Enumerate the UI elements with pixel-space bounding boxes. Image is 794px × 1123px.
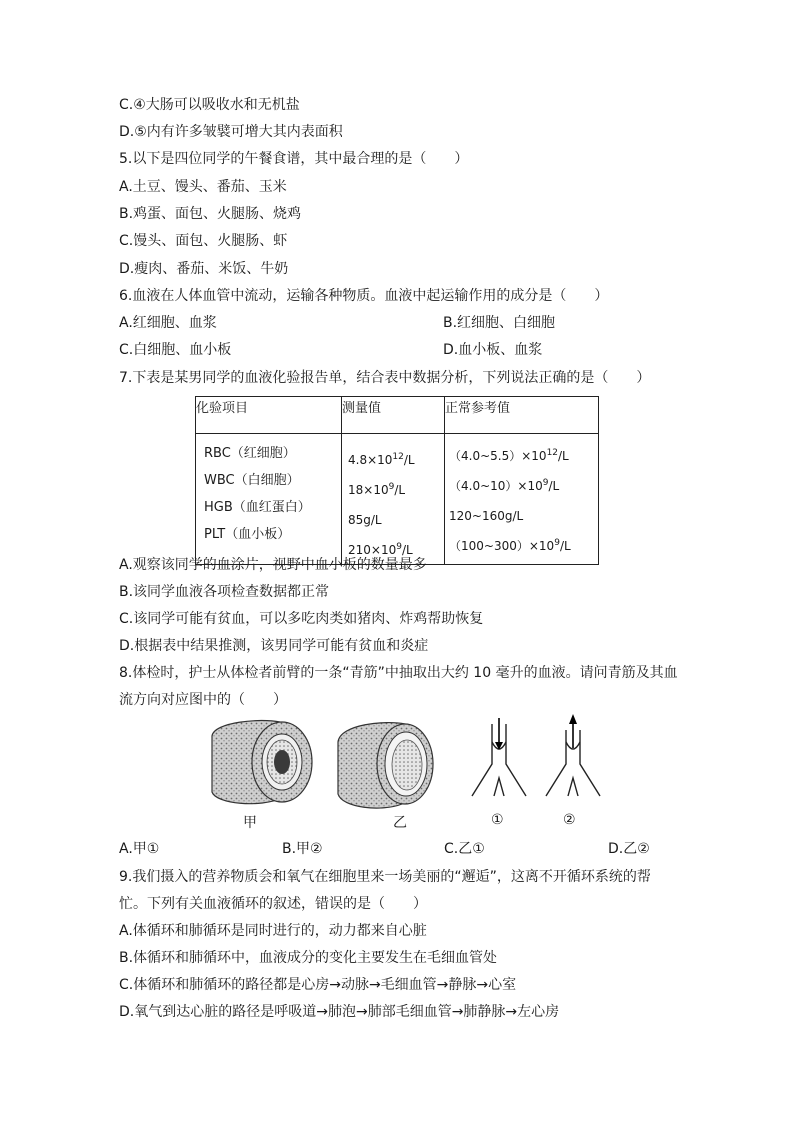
measured-value: 85g/L <box>348 513 382 527</box>
question-5: 5.以下是四位同学的午餐食谱，其中最合理的是（ ） <box>119 151 469 167</box>
option-c-q4: C.④大肠可以吸收水和无机盐 <box>119 97 300 113</box>
figure-label-jia: 甲 <box>243 815 257 831</box>
option-c-q7: C.该同学可能有贫血，可以多吃肉类如猪肉、炸鸡帮助恢复 <box>119 611 484 627</box>
measured-value: $210\times 10^9/L$ <box>348 542 413 557</box>
table-item: RBC（红细胞） <box>204 446 296 461</box>
option-a-q9: A.体循环和肺循环是同时进行的，动力都来自心脏 <box>119 923 427 939</box>
table-header-reference: 正常参考值 <box>445 397 599 434</box>
measured-value: $4.8\times 10^{12}/L$ <box>348 452 415 467</box>
option-d-q5: D.瘦肉、番茄、米饭、牛奶 <box>119 261 289 277</box>
table-reference-cell <box>445 434 599 565</box>
question-8-line1: 8.体检时，护士从体检者前臂的一条“青筋”中抽取出大约 10 毫升的血液。请问青筋及其血 <box>119 665 678 681</box>
figure-label-1: ① <box>491 812 504 828</box>
option-b-q5: B.鸡蛋、面包、火腿肠、烧鸡 <box>119 206 302 222</box>
figure-label-yi: 乙 <box>393 815 407 831</box>
option-c-q9: C.体循环和肺循环的路径都是心房→动脉→毛细血管→静脉→心室 <box>119 977 517 993</box>
reference-value: 120~160g/L <box>449 509 524 523</box>
option-a-q8: A.甲① <box>119 841 160 857</box>
thin-vessel-diagram <box>338 723 433 808</box>
table-items-cell <box>196 434 342 565</box>
option-b-q6: B.红细胞、白细胞 <box>443 315 556 331</box>
question-7: 7.下表是某男同学的血液化验报告单，结合表中数据分析，下列说法正确的是（ ） <box>119 370 651 386</box>
table-header-measured: 测量值 <box>342 397 445 434</box>
question-9-line2: 忙。下列有关血液循环的叙述，错误的是（ ） <box>119 896 427 912</box>
blood-test-table <box>195 396 599 565</box>
table-item: HGB（血红蛋白） <box>204 500 311 515</box>
option-a-q6: A.红细胞、血浆 <box>119 315 217 331</box>
option-d-q7: D.根据表中结果推测，该男同学可能有贫血和炎症 <box>119 638 429 654</box>
reference-value: $(4.0\sim 10)\times 10^9/L$ <box>449 478 560 493</box>
table-item: PLT（血小板） <box>204 527 291 542</box>
arrow-down-icon <box>495 718 503 750</box>
question-8-line2: 流方向对应图中的（ ） <box>119 692 287 708</box>
measured-value: $18\times 10^9/L$ <box>348 482 406 497</box>
table-item: WBC（白细胞） <box>204 473 300 488</box>
arrow-up-icon <box>569 714 577 748</box>
question-6: 6.血液在人体血管中流动，运输各种物质。血液中起运输作用的成分是（ ） <box>119 288 609 304</box>
option-d-q4: D.⑤内有许多皱襞可增大其内表面积 <box>119 124 343 140</box>
reference-value: $(100\sim 300)\times 10^9/L$ <box>449 538 571 553</box>
option-d-q9: D.氧气到达心脏的路径是呼吸道→肺泡→肺部毛细血管→肺静脉→左心房 <box>119 1004 560 1020</box>
option-b-q7: B.该同学血液各项检查数据都正常 <box>119 584 330 600</box>
option-c-q6: C.白细胞、血小板 <box>119 342 232 358</box>
reference-value: $(4.0\sim 5.5)\times 10^{12}/L$ <box>449 448 569 463</box>
option-c-q5: C.馒头、面包、火腿肠、虾 <box>119 233 288 249</box>
table-measured-cell <box>342 434 445 565</box>
option-b-q8: B.甲② <box>282 841 323 857</box>
figure-label-2: ② <box>563 812 576 828</box>
question-9-line1: 9.我们摄入的营养物质会和氧气在细胞里来一场美丽的“邂逅”，这离不开循环系统的帮 <box>119 869 651 885</box>
option-c-q8: C.乙① <box>444 841 485 857</box>
option-a-q7: A.观察该同学的血涂片，视野中血小板的数量最多 <box>119 557 427 573</box>
table-header-item: 化验项目 <box>196 397 342 434</box>
option-b-q9: B.体循环和肺循环中，血液成分的变化主要发生在毛细血管处 <box>119 950 498 966</box>
thick-vessel-diagram <box>212 721 312 804</box>
option-a-q5: A.土豆、馒头、番茄、玉米 <box>119 179 287 195</box>
option-d-q6: D.血小板、血浆 <box>443 342 543 358</box>
option-d-q8: D.乙② <box>608 841 650 857</box>
